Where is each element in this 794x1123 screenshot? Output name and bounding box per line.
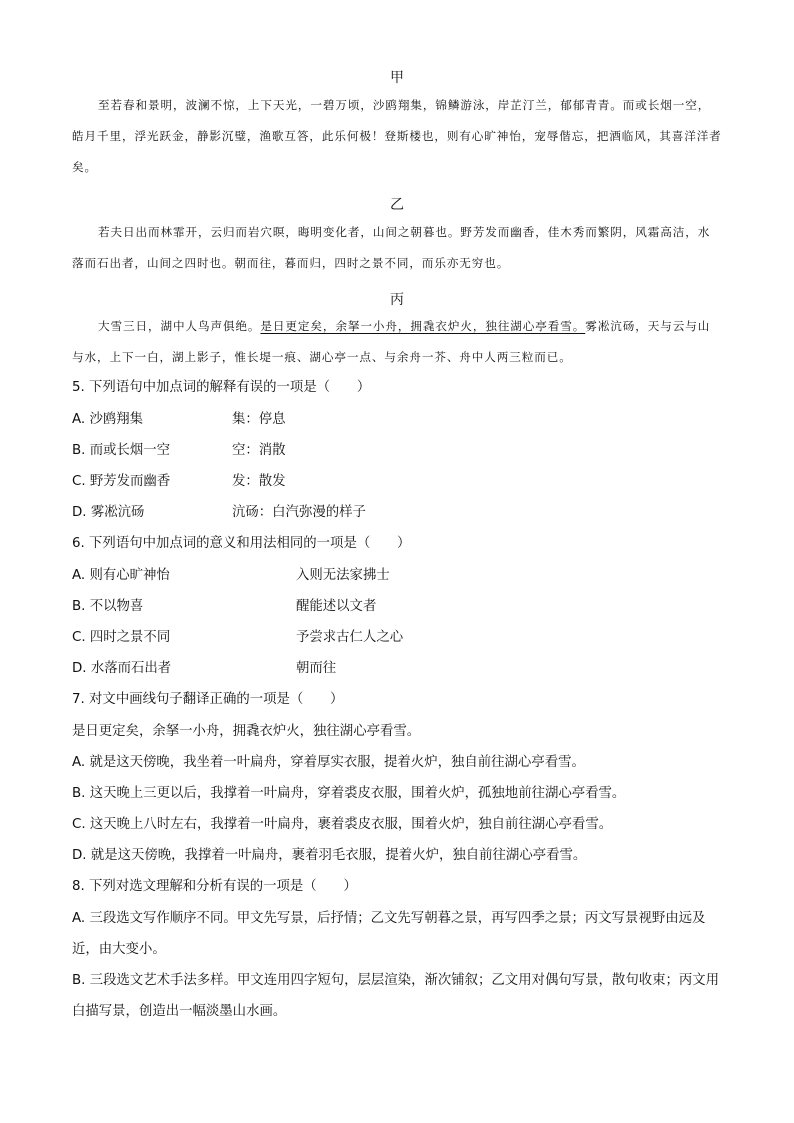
q6-option-d xyxy=(72,659,171,679)
option-phrase: 水落而石出者 xyxy=(90,661,172,676)
question-6-stem: 6. 下列语句中加点词的意义和用法相同的一项是（ ） xyxy=(72,536,411,551)
option-phrase: 沙鸥翔集 xyxy=(89,412,144,427)
bing-text-after: 雾凇沆砀，天与云与山与水，上下一白，湖上影子，惟长堤一痕、湖心亭一点、与余舟一芥、舟中人两三粒而已。 xyxy=(72,319,711,364)
q5-option-b xyxy=(72,441,170,461)
q8-option-b: B. 三段选文艺术手法多样。甲文连用四字短句，层层渲染，渐次铺叙；乙文用对偶句写景，散句收束；丙文用白描写景，创造出一幅淡墨山水画。 xyxy=(72,973,720,1019)
option-phrase: 野芳发而幽香 xyxy=(89,474,171,489)
q8-option-a: A. 三段选文写作顺序不同。甲文先写景，后抒情；乙文先写朝暮之景，再写四季之景；丙文写景视野由远及近，由大变小。 xyxy=(72,911,706,957)
option-label: D. xyxy=(72,505,87,520)
q5-option-c-explain: 发：散发 xyxy=(232,474,286,489)
option-label: B. xyxy=(72,443,86,458)
q6-option-d-compare: 朝而往 xyxy=(296,661,337,676)
bing-text-before: 大雪三日，湖中人鸟声俱绝。 xyxy=(98,319,261,333)
q6-option-a-compare: 入则无法家拂士 xyxy=(296,568,390,583)
q7-sentence: 是日更定矣，余拏一小舟，拥毳衣炉火，独往湖心亭看雪。 xyxy=(72,724,421,739)
q5-option-d-explain: 沆砀：白汽弥漫的样子 xyxy=(232,505,366,520)
option-phrase: 雾凇沆砀 xyxy=(90,505,145,520)
q7-option-d: D. 就是这天傍晚，我撑着一叶扁舟，裹着羽毛衣服，提着火炉，独自前往湖心亭看雪。 xyxy=(72,848,587,863)
section-text-jia: 至若春和景明，波澜不惊，上下天光，一碧万顷，沙鸥翔集，锦鳞游泳，岸芷汀兰，郁郁青青。而或长烟一空，皓月千里，浮光跃金，静影沉璧，渔歌互答，此乐何极！登斯楼也，则有心旷神怡，宠辱偕忘，把酒临风，其喜洋洋者矣。 xyxy=(72,98,722,174)
option-phrase: 不以物喜 xyxy=(89,599,144,614)
q5-option-a xyxy=(72,410,143,430)
option-label: A. xyxy=(72,412,86,427)
section-text-yi: 若夫日出而林霏开，云归而岩穴暝，晦明变化者，山间之朝暮也。野芳发而幽香，佳木秀而繁阴，风霜高洁，水落而石出者，山间之四时也。朝而往，暮而归，四时之景不同，而乐亦无穷也。 xyxy=(72,225,711,270)
question-8-stem: 8. 下列对选文理解和分析有误的一项是（ ） xyxy=(72,879,357,894)
question-7-stem: 7. 对文中画线句子翻译正确的一项是（ ） xyxy=(72,692,344,707)
bing-underlined-sentence: 是日更定矣，余拏一小舟，拥毳衣炉火，独往湖心亭看雪。 xyxy=(260,319,586,333)
q6-option-b-compare: 醒能述以文者 xyxy=(296,599,377,614)
section-heading-yi: 乙 xyxy=(390,197,404,213)
q5-option-c xyxy=(72,472,170,492)
option-label: D. xyxy=(72,661,87,676)
option-phrase: 而或长烟一空 xyxy=(89,443,171,458)
option-label: C. xyxy=(72,630,86,645)
option-label: A. xyxy=(72,568,86,583)
question-5-stem: 5. 下列语句中加点词的解释有误的一项是（ ） xyxy=(72,380,371,395)
q7-option-b: B. 这天晚上三更以后，我撑着一叶扁舟，穿着裘皮衣服，围着火炉，孤独地前往湖心亭看雪。 xyxy=(72,786,626,801)
section-heading-jia: 甲 xyxy=(390,70,404,86)
section-heading-bing: 丙 xyxy=(390,292,404,308)
option-phrase: 则有心旷神怡 xyxy=(89,568,170,583)
q6-option-c-compare: 予尝求古仁人之心 xyxy=(296,630,404,645)
q6-option-c xyxy=(72,628,170,648)
q7-option-c: C. 这天晚上八时左右，我撑着一叶扁舟，裹着裘皮衣服，围着火炉，独自前往湖心亭看雪。 xyxy=(72,817,613,832)
q7-option-a: A. 就是这天傍晚，我坐着一叶扁舟，穿着厚实衣服，提着火炉，独自前往湖心亭看雪。 xyxy=(72,755,585,770)
option-phrase: 四时之景不同 xyxy=(89,630,171,645)
q6-option-a xyxy=(72,566,170,586)
option-label: B. xyxy=(72,599,86,614)
option-label: C. xyxy=(72,474,86,489)
section-text-bing xyxy=(72,311,722,373)
q5-option-d xyxy=(72,503,144,523)
q6-option-b xyxy=(72,597,143,617)
q5-option-b-explain: 空：消散 xyxy=(232,443,286,458)
q5-option-a-explain: 集：停息 xyxy=(232,412,286,427)
